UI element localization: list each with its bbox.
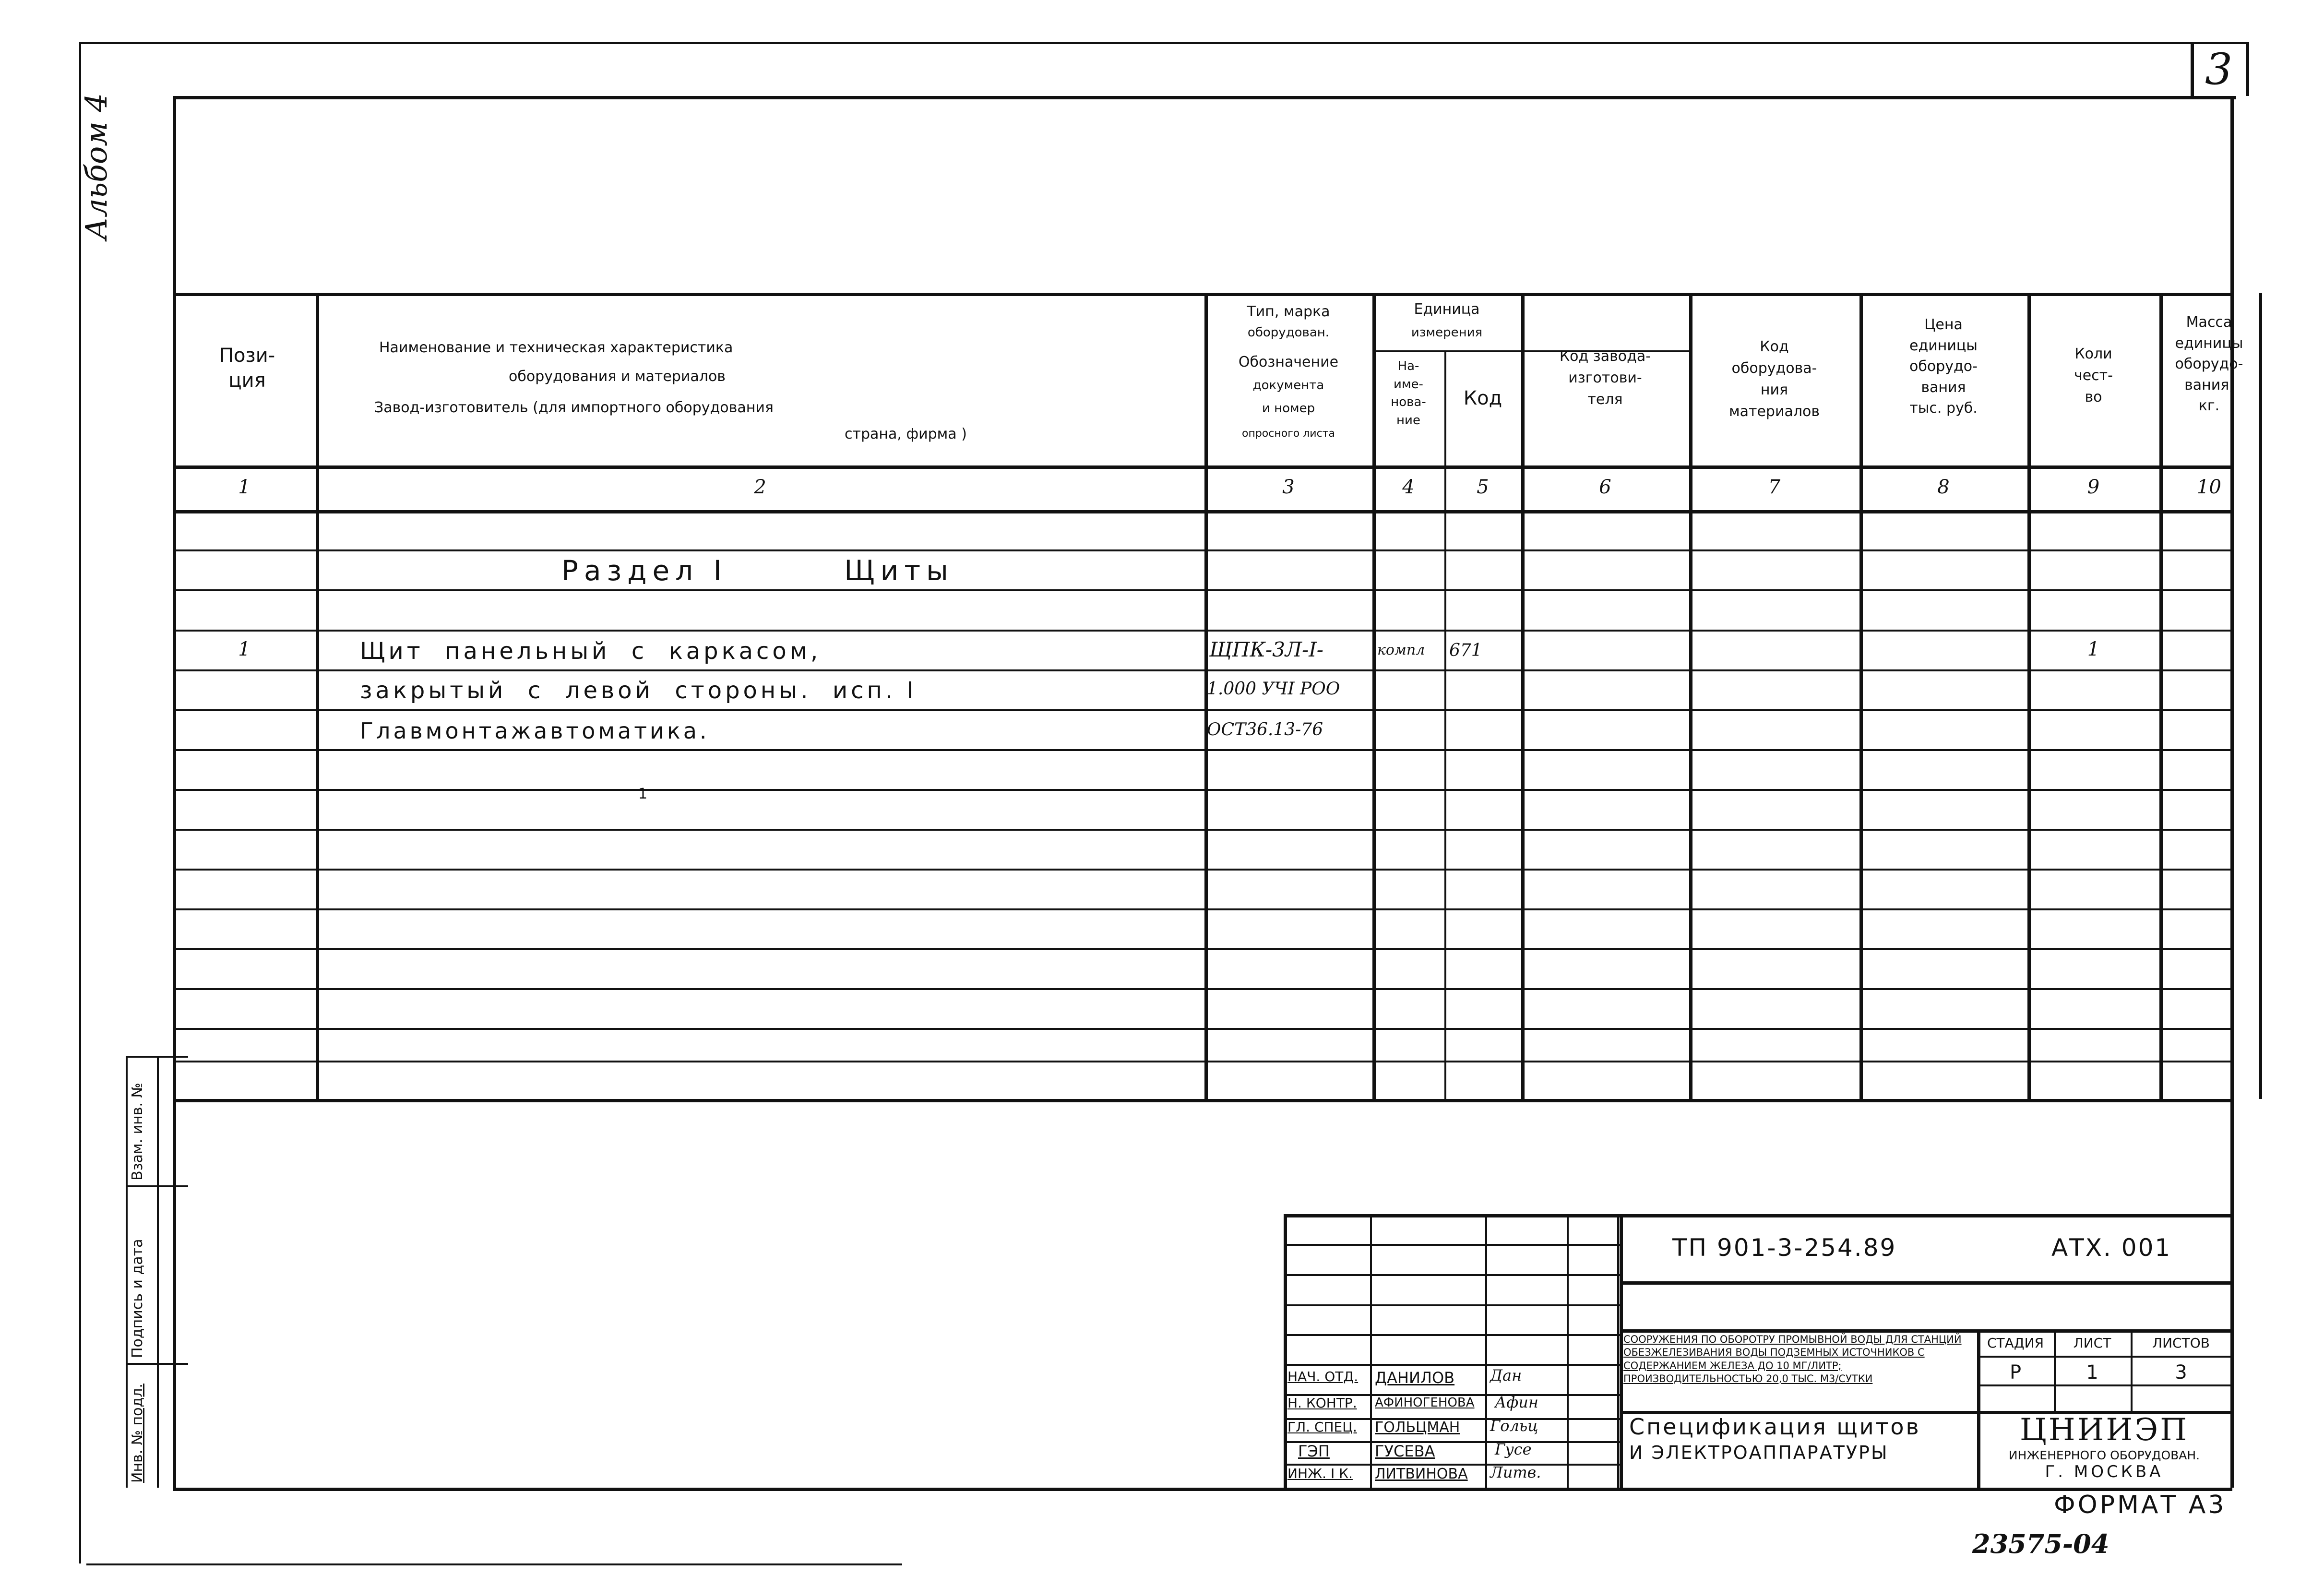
signer-name: ЛИТВИНОВА: [1375, 1466, 1468, 1482]
sheets-label: ЛИСТОВ: [2152, 1335, 2210, 1351]
row-type: 1.000 УЧI РОО: [1207, 679, 1340, 699]
col-number-7: 7: [1768, 476, 1781, 498]
signer-role: ГЭП: [1298, 1442, 1330, 1460]
side-stamp-replace-inv: Взам. инв. №: [129, 1083, 146, 1181]
org-line3: Г. МОСКВА: [2045, 1462, 2164, 1481]
stage-label: СТАДИЯ: [1987, 1335, 2044, 1351]
side-stamp-sign-date: Подпись и дата: [129, 1239, 146, 1358]
header-type-line4: документа: [1252, 378, 1324, 393]
col-number-9: 9: [2087, 476, 2100, 498]
sheet-label: ЛИСТ: [2073, 1335, 2111, 1351]
row-name: Главмонтажавтоматика.: [360, 718, 710, 744]
signer-signature: Гольц: [1490, 1417, 1538, 1435]
signer-name: АФИНОГЕНОВА: [1375, 1396, 1475, 1410]
header-type-line3: Обозначение: [1238, 354, 1339, 370]
row-qty: 1: [2087, 638, 2100, 660]
header-type-line1: Тип, марка: [1247, 303, 1330, 320]
col-number-5: 5: [1477, 476, 1489, 498]
row-unit-name: компл: [1377, 642, 1425, 658]
header-qty: Коли чест- во: [2074, 346, 2113, 406]
outer-frame-bottom: [86, 1563, 902, 1565]
org-line2: ИНЖЕНЕРНОГО ОБОРУДОВАН.: [2008, 1448, 2200, 1462]
stray-mark: 1: [638, 786, 648, 802]
row-type: ЩПК-3Л-I-: [1209, 638, 1323, 661]
format-label: ФОРМАТ А3: [2054, 1491, 2227, 1519]
album-label: Альбом 4: [79, 93, 114, 240]
signer-role: Н. КОНТР.: [1287, 1395, 1357, 1411]
signer-name: ДАНИЛОВ: [1375, 1369, 1455, 1387]
col-number-4: 4: [1402, 476, 1415, 498]
org-name: ЦНИИЭП: [2019, 1412, 2189, 1448]
header-unit-group-line1: Единица: [1414, 301, 1480, 318]
header-unit-group-line2: измерения: [1411, 325, 1483, 340]
sheet-corner-number: 3: [2205, 44, 2233, 95]
col-number-3: 3: [1282, 476, 1295, 498]
signer-signature: Афин: [1495, 1393, 1538, 1411]
header-type-line6: опросного листа: [1242, 428, 1335, 440]
side-stamp: [126, 1056, 188, 1488]
header-name-line4: страна, фирма ): [845, 426, 967, 442]
row-position: 1: [238, 638, 250, 660]
inner-frame-bottom: [173, 1488, 2232, 1491]
signer-signature: Литв.: [1490, 1463, 1541, 1481]
doc-number: ТП 901-3-254.89: [1672, 1234, 1897, 1262]
object-text: СООРУЖЕНИЯ ПО ОБОРОТРУ ПРОМЫВНОЙ ВОДЫ ДЛЯ СТАНЦИЙ ОБЕЗЖЕЛЕЗИВАНИЯ ВОДЫ ПОДЗЕМНЫХ ИСТОЧНИКОВ С СОДЕРЖАНИЕМ ЖЕЛЕЗА ДО 10 МГ/ЛИТР; ПРОИЗВОДИТЕЛЬНОСТЬЮ 20,0 ТЫС. М3/СУТКИ: [1623, 1334, 1962, 1384]
header-type-line5: и номер: [1262, 401, 1315, 416]
corner-box-right: [2246, 42, 2249, 96]
title-block: [1284, 1214, 2231, 1488]
col-number-6: 6: [1599, 476, 1611, 498]
header-type-line2: оборудован.: [1247, 325, 1330, 340]
signer-name: ГУСЕВА: [1375, 1442, 1435, 1460]
header-name-line3: Завод-изготовитель (для импортного оборудования: [374, 399, 774, 416]
row-name: Щит панельный с каркасом,: [360, 638, 822, 665]
col-number-2: 2: [754, 476, 766, 498]
side-stamp-inv-no: Инв. № подл.: [129, 1384, 146, 1483]
sheet-title-line1: Спецификация щитов: [1629, 1414, 1921, 1440]
row-type: ОСТ36.13-76: [1207, 720, 1323, 740]
col-number-1: 1: [238, 476, 250, 498]
header-equip-code: Код оборудова- ния материалов: [1728, 338, 1820, 420]
spec-table: [173, 0, 2243, 1104]
col-number-10: 10: [2197, 476, 2221, 498]
outer-frame-left: [79, 42, 81, 1563]
signer-role: ГЛ. СПЕЦ.: [1287, 1419, 1357, 1435]
sheet-value: 1: [2086, 1361, 2098, 1384]
row-unit-code: 671: [1449, 641, 1482, 660]
signer-signature: Дан: [1490, 1366, 1522, 1384]
sheets-value: 3: [2175, 1361, 2187, 1384]
bottom-number: 23575-04: [1972, 1528, 2109, 1559]
header-unit-code: Код: [1463, 387, 1502, 409]
header-unit-name: На- име- нова- ние: [1391, 359, 1426, 428]
header-name-line2: оборудования и материалов: [509, 368, 726, 385]
doc-code: АТХ. 001: [2051, 1234, 2172, 1262]
section-title: Раздел I Щиты: [561, 554, 954, 587]
header-mass: Масса единицы оборудо- вания, кг.: [2175, 314, 2243, 414]
signer-role: ИНЖ. I К.: [1287, 1466, 1353, 1481]
signer-role: НАЧ. ОТД.: [1287, 1369, 1359, 1384]
header-position: Пози- ция: [219, 345, 275, 392]
header-price: Цена единицы оборудо- вания тыс. руб.: [1909, 316, 1978, 417]
stage-value: Р: [2009, 1361, 2022, 1384]
sheet-title-line2: И ЭЛЕКТРОАППАРАТУРЫ: [1629, 1442, 1889, 1463]
signer-name: ГОЛЬЦМАН: [1375, 1419, 1460, 1436]
header-factory-code: Код завода- изготови- теля: [1559, 348, 1651, 408]
col-number-8: 8: [1937, 476, 1950, 498]
row-name: закрытый с левой стороны. исп. I: [360, 677, 917, 704]
signer-signature: Гусе: [1495, 1440, 1532, 1458]
header-name-line1: Наименование и техническая характеристика: [379, 339, 733, 356]
